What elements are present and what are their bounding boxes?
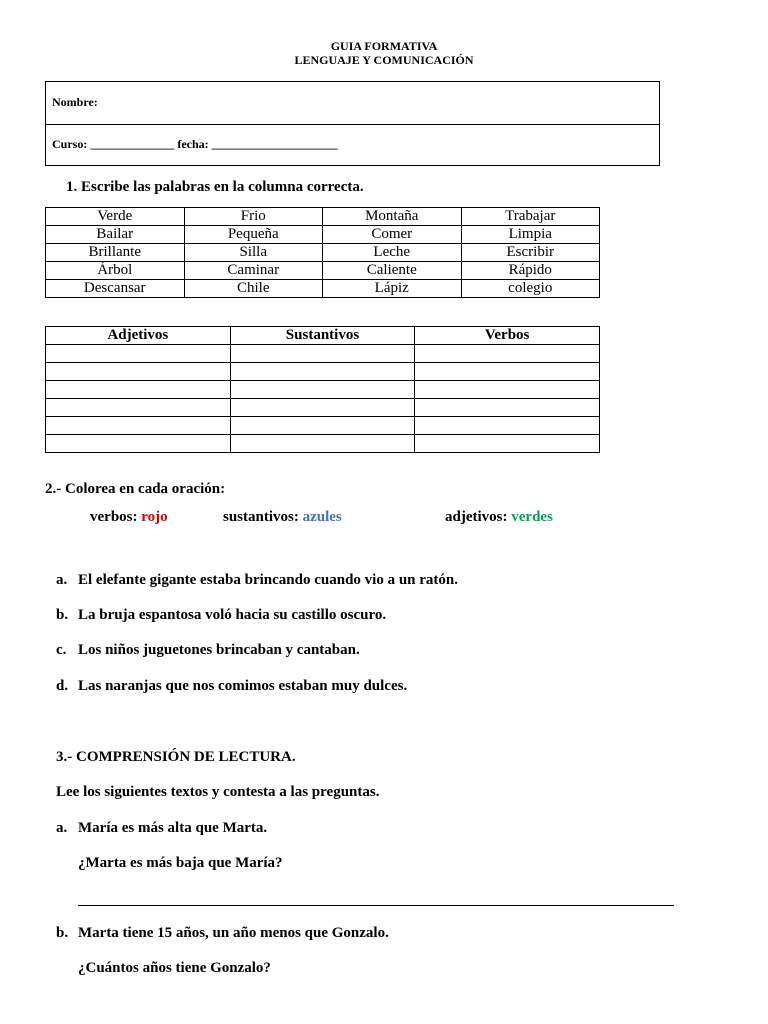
table-row [46,435,600,453]
reading-question: ¿Cuántos años tiene Gonzalo? [78,960,271,976]
word-cell: Rápido [461,262,600,280]
answer-cell[interactable] [46,417,231,435]
answer-cell[interactable] [415,417,600,435]
reading-text: Marta tiene 15 años, un año menos que Gonzalo. [78,925,389,941]
answer-cell[interactable] [230,381,415,399]
answer-cell[interactable] [415,345,600,363]
reading-question: ¿Marta es más baja que María? [78,855,283,871]
answer-cell[interactable] [46,363,231,381]
table-row [46,208,600,226]
word-cell: Lápiz [323,280,462,298]
column-header-sustantivos: Sustantivos [230,327,415,345]
word-cell: Chile [184,280,323,298]
sentence-text: La bruja espantosa voló hacia su castillo oscuro. [78,607,387,623]
word-cell: Trabajar [461,208,600,226]
question-1-title: 1. Escribe las palabras en la columna correcta. [66,179,364,195]
word-cell: Limpia [461,226,600,244]
word-cell: Leche [323,244,462,262]
answer-cell[interactable] [230,417,415,435]
table-row [46,417,600,435]
legend-label: verbos: [90,509,138,525]
sentence-text: El elefante gigante estaba brincando cuando vio a un ratón. [78,572,459,588]
word-cell: Brillante [46,244,185,262]
reading-text: María es más alta que Marta. [78,820,268,836]
question-2-title: 2.- Colorea en cada oración: [45,481,226,497]
answer-cell[interactable] [230,399,415,417]
legend-adjectives [445,509,553,526]
word-cell: Silla [184,244,323,262]
table-row [46,280,600,298]
table-row [46,345,600,363]
answer-line[interactable] [78,905,674,906]
answer-cell[interactable] [230,345,415,363]
legend-value-blue: azules [302,509,342,525]
word-cell: Escribir [461,244,600,262]
answer-cell[interactable] [415,435,600,453]
legend-label: adjetivos: [445,509,508,525]
sentence-letter: b. [56,607,69,623]
word-cell: Pequeña [184,226,323,244]
sentence-letter: c. [56,642,67,658]
course-date-label: Curso: ______________ fecha: _____________________ [52,137,338,151]
table-row [46,363,600,381]
answer-cell[interactable] [230,435,415,453]
word-cell: Caliente [323,262,462,280]
legend-value-red: rojo [141,509,168,525]
word-bank-table [45,207,600,298]
answer-cell[interactable] [46,435,231,453]
question-3-instruction: Lee los siguientes textos y contesta a las preguntas. [56,784,380,800]
answer-cell[interactable] [230,363,415,381]
legend-value-green: verdes [511,509,553,525]
sentence-text: Los niños juguetones brincaban y cantaban. [78,642,360,658]
word-cell: Árbol [46,262,185,280]
table-row [46,262,600,280]
student-info-box [45,81,660,166]
legend-verbs [90,509,168,526]
legend-nouns [223,509,342,526]
worksheet-subject: LENGUAJE Y COMUNICACIÓN [294,53,474,67]
worksheet-title: GUIA FORMATIVA [330,39,438,53]
word-cell: Caminar [184,262,323,280]
classification-table [45,326,600,453]
reading-letter: b. [56,925,69,941]
word-cell: Comer [323,226,462,244]
answer-cell[interactable] [46,381,231,399]
column-header-verbos: Verbos [415,327,600,345]
table-row [46,381,600,399]
word-cell: colegio [461,280,600,298]
answer-cell[interactable] [46,345,231,363]
word-cell: Montaña [323,208,462,226]
sentence-letter: a. [56,572,68,588]
name-row [46,82,659,125]
sentence-letter: d. [56,678,69,694]
reading-letter: a. [56,820,68,836]
table-header-row [46,327,600,345]
word-cell: Descansar [46,280,185,298]
answer-cell[interactable] [46,399,231,417]
table-row [46,226,600,244]
column-header-adjetivos: Adjetivos [46,327,231,345]
answer-cell[interactable] [415,381,600,399]
word-cell: Verde [46,208,185,226]
answer-cell[interactable] [415,363,600,381]
sentence-text: Las naranjas que nos comimos estaban muy dulces. [78,678,408,694]
table-row [46,244,600,262]
table-row [46,399,600,417]
question-3-title: 3.- COMPRENSIÓN DE LECTURA. [56,749,296,765]
legend-label: sustantivos: [223,509,299,525]
word-cell: Bailar [46,226,185,244]
name-label: Nombre: [52,95,98,109]
word-cell: Frio [184,208,323,226]
answer-cell[interactable] [415,399,600,417]
